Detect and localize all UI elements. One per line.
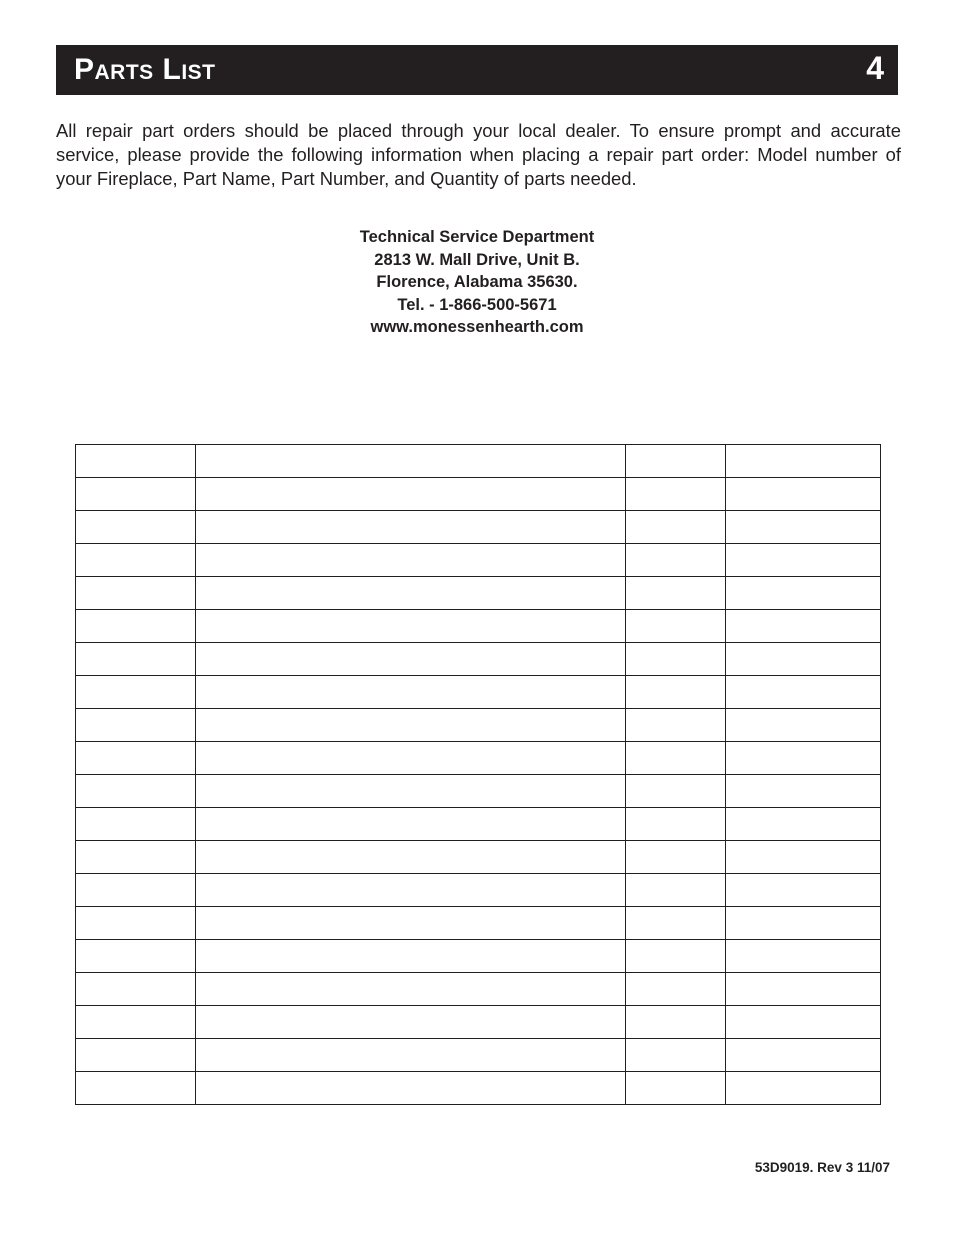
table-cell [76,709,196,742]
table-cell [726,577,881,610]
table-row [76,841,881,874]
page-header [56,45,898,95]
table-cell [76,577,196,610]
table-row [76,1039,881,1072]
table-cell [726,511,881,544]
intro-paragraph: All repair part orders should be placed through your local dealer. To ensure prompt and accurate service, please provide the following information when placing a repair part order: Model number of your Fireplace, Part Name, Part Number, and Quantity of parts needed. [56,120,901,189]
table-cell [726,544,881,577]
table-cell [726,973,881,1006]
table-cell [726,478,881,511]
table-cell [76,1072,196,1105]
table-cell [76,940,196,973]
contact-address-line1: 2813 W. Mall Drive, Unit B. [374,250,580,269]
table-row [76,973,881,1006]
table-cell [196,874,626,907]
document-code: 53D9019. Rev 3 11/07 [754,1160,890,1175]
table-cell [76,907,196,940]
table-cell [626,940,726,973]
table-cell [76,742,196,775]
table-cell [196,643,626,676]
table-cell [726,676,881,709]
contact-block [0,226,954,339]
page-number: 4 [866,50,884,86]
table-cell [626,709,726,742]
table-cell [626,775,726,808]
table-cell [76,478,196,511]
table-cell [196,742,626,775]
table-cell [196,478,626,511]
table-cell [726,874,881,907]
table-cell [626,841,726,874]
table-cell [196,709,626,742]
table-cell [196,1072,626,1105]
table-cell [76,973,196,1006]
table-cell [726,643,881,676]
table-cell [76,511,196,544]
table-cell [76,643,196,676]
table-row [76,907,881,940]
table-cell [196,610,626,643]
table-row [76,1006,881,1039]
table-cell [726,775,881,808]
table-cell [76,841,196,874]
contact-website: www.monessenhearth.com [370,318,584,336]
table-cell [76,808,196,841]
table-cell [196,511,626,544]
table-cell [626,676,726,709]
table-cell [626,1072,726,1105]
table-cell [76,676,196,709]
table-cell [726,1039,881,1072]
table-cell [626,511,726,544]
parts-table-body [76,445,881,1105]
table-cell [196,1039,626,1072]
table-row [76,742,881,775]
table-row [76,709,881,742]
table-cell [626,1039,726,1072]
table-row [76,511,881,544]
table-cell [76,445,196,478]
contact-department: Technical Service Department [359,228,595,246]
table-row [76,940,881,973]
table-cell [726,709,881,742]
table-cell [76,1006,196,1039]
table-cell [626,577,726,610]
table-cell [196,676,626,709]
table-cell [196,841,626,874]
table-cell [76,610,196,643]
table-cell [196,973,626,1006]
table-cell [626,874,726,907]
table-row [76,874,881,907]
table-cell [726,610,881,643]
table-cell [626,973,726,1006]
table-row [76,775,881,808]
table-cell [196,808,626,841]
table-cell [726,742,881,775]
table-cell [626,610,726,643]
table-row [76,544,881,577]
contact-address-line2: Florence, Alabama 35630. [376,273,578,291]
table-cell [626,478,726,511]
table-row [76,478,881,511]
contact-phone: Tel. - 1-866-500-5671 [397,295,557,314]
table-cell [196,544,626,577]
table-row [76,610,881,643]
table-cell [196,940,626,973]
table-cell [196,907,626,940]
table-cell [76,775,196,808]
table-row [76,577,881,610]
table-cell [726,907,881,940]
table-cell [626,907,726,940]
table-cell [76,1039,196,1072]
table-cell [76,544,196,577]
table-row [76,1072,881,1105]
table-cell [76,874,196,907]
table-row [76,676,881,709]
table-row [76,808,881,841]
table-cell [196,1006,626,1039]
table-cell [726,1006,881,1039]
parts-table [75,444,881,1105]
table-cell [626,544,726,577]
table-cell [726,1072,881,1105]
table-cell [196,445,626,478]
table-row [76,445,881,478]
table-row [76,643,881,676]
table-cell [626,445,726,478]
table-cell [196,775,626,808]
table-cell [626,643,726,676]
table-cell [626,1006,726,1039]
table-cell [196,577,626,610]
table-cell [726,940,881,973]
table-cell [626,808,726,841]
table-cell [726,445,881,478]
table-cell [726,841,881,874]
table-cell [626,742,726,775]
table-cell [726,808,881,841]
page-title: Parts List [74,53,216,86]
